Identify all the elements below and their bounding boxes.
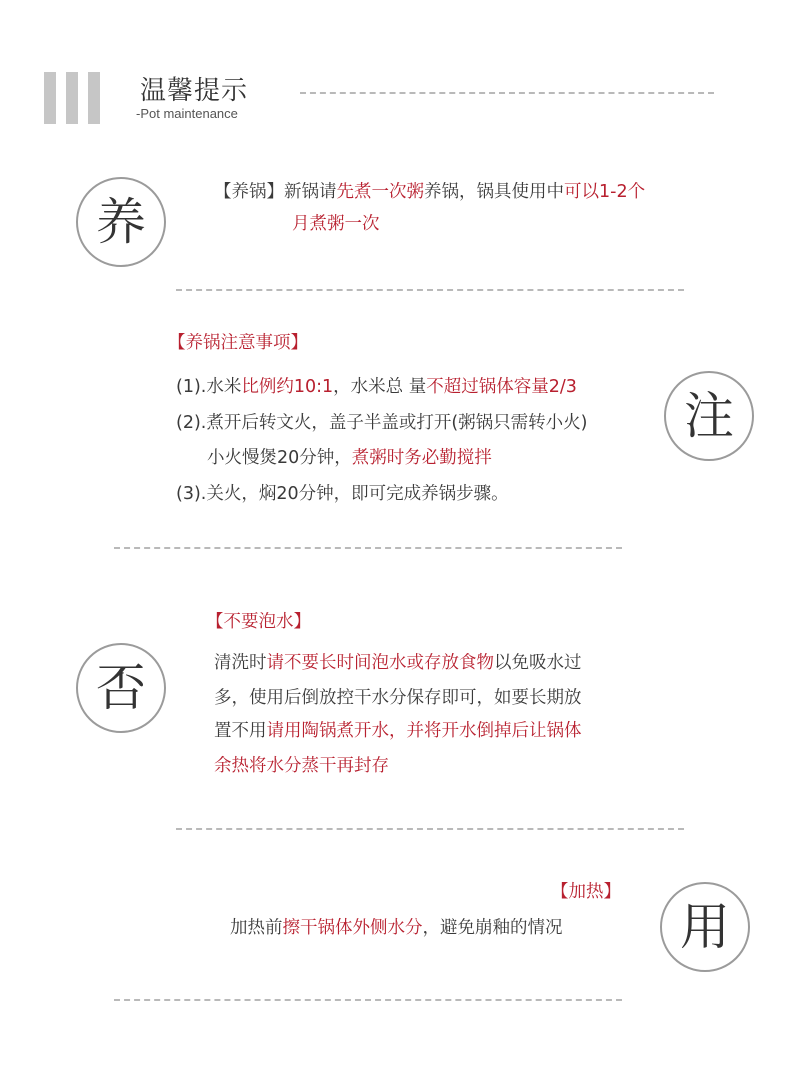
text-segment: ，避免崩釉的情况 [422, 918, 563, 938]
text-line [214, 651, 582, 675]
list-item: (2).煮开后转文火，盖子半盖或打开(粥锅只需转小火) [176, 413, 588, 433]
highlight-text: 可以1-2个 [564, 182, 646, 202]
list-item-continued [207, 446, 492, 470]
highlight-text: 月煮粥一次 [292, 214, 380, 234]
highlight-text: 请用陶锅煮开水，并将开水倒掉后让锅体 [266, 721, 582, 741]
text-line [214, 719, 582, 743]
text-segment: 养锅，锅具使用中 [424, 182, 564, 202]
text-segment: ，水米总 量 [333, 377, 427, 397]
list-item [176, 375, 577, 399]
list-item: (3).关火，焖20分钟，即可完成养锅步骤。 [176, 484, 509, 504]
divider [176, 828, 684, 830]
badge-char: 否 [96, 659, 146, 717]
highlight-text: 煮粥时务必勤搅拌 [351, 448, 492, 468]
badge-char: 注 [684, 387, 734, 445]
decor-bar [88, 72, 100, 124]
text-line [214, 180, 645, 204]
highlight-text: 余热将水分蒸干再封存 [214, 756, 389, 776]
badge-circle [664, 371, 754, 461]
highlight-text: 先煮一次粥 [336, 182, 424, 202]
page-subtitle: -Pot maintenance [136, 106, 238, 121]
badge-circle [660, 882, 750, 972]
section-heading: 【不要泡水】 [206, 612, 311, 632]
text-segment: 小火慢煲20分钟， [207, 448, 352, 468]
text-line [230, 916, 563, 940]
decor-bar [66, 72, 78, 124]
text-segment: 置不用 [214, 721, 267, 741]
highlight-text: 请不要长时间泡水或存放食物 [266, 653, 494, 673]
text-segment: 以免吸水过 [494, 653, 582, 673]
badge-char: 用 [680, 898, 730, 956]
text-line: 多，使用后倒放控干水分保存即可，如要长期放 [214, 688, 582, 708]
text-segment: 加热前 [230, 918, 283, 938]
divider [300, 92, 714, 94]
page-title: 温馨提示 [140, 76, 249, 106]
divider [114, 999, 622, 1001]
highlight-text: 比例约10:1 [241, 377, 334, 397]
text-segment: 清洗时 [214, 653, 267, 673]
highlight-text: 不超过锅体容量2/3 [426, 377, 577, 397]
divider [114, 547, 622, 549]
highlight-text: 擦干锅体外侧水分 [282, 918, 423, 938]
section-heading: 【养锅注意事项】 [168, 333, 308, 353]
text-segment: (1).水米 [176, 377, 242, 397]
decor-bar [44, 72, 56, 124]
text-segment: 【养锅】新锅请 [214, 182, 337, 202]
section-heading: 【加热】 [551, 882, 621, 902]
divider [176, 289, 684, 291]
badge-circle [76, 177, 166, 267]
badge-circle [76, 643, 166, 733]
badge-char: 养 [96, 193, 146, 251]
